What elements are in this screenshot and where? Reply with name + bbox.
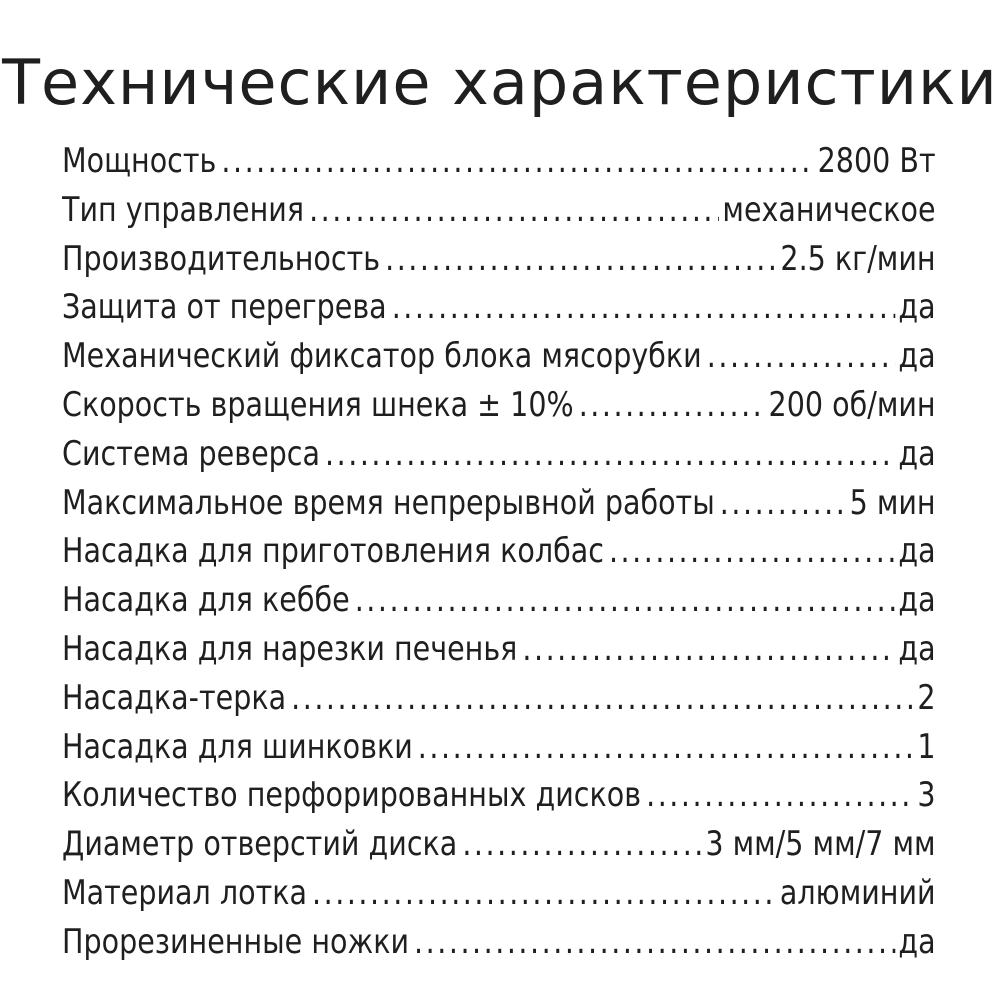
spec-value: 3 мм/5 мм/7 мм <box>705 824 936 865</box>
spec-row <box>62 723 936 772</box>
spec-row <box>62 576 936 625</box>
spec-label: Насадка-терка <box>62 677 287 718</box>
dot-leader <box>414 918 895 967</box>
spec-value: 200 об/мин <box>768 384 936 425</box>
spec-label: Насадка для приготовления колбас <box>62 531 604 572</box>
spec-row <box>62 771 936 820</box>
spec-value: да <box>898 336 936 377</box>
spec-value: да <box>898 531 936 572</box>
dot-leader <box>720 479 846 528</box>
spec-value: да <box>898 287 936 328</box>
spec-label: Прорезиненные ножки <box>62 921 410 962</box>
spec-row <box>62 674 936 723</box>
dot-leader <box>522 625 895 674</box>
dot-leader <box>646 771 914 820</box>
spec-value: да <box>898 921 936 962</box>
spec-value: 2.5 кг/мин <box>780 238 936 279</box>
page-title: Технические характеристики <box>2 46 998 119</box>
dot-leader <box>707 332 895 381</box>
spec-row <box>62 527 936 576</box>
dot-leader <box>609 527 895 576</box>
spec-row <box>62 186 936 235</box>
spec-label: Насадка для нарезки печенья <box>62 628 518 669</box>
dot-leader <box>579 381 765 430</box>
spec-value: 1 <box>917 726 936 767</box>
dot-leader <box>385 235 777 284</box>
spec-value: механическое <box>722 189 936 230</box>
dot-leader <box>355 576 895 625</box>
spec-row <box>62 430 936 479</box>
spec-label: Количество перфорированных дисков <box>62 775 642 816</box>
dot-leader <box>462 820 702 869</box>
dot-leader <box>418 723 914 772</box>
spec-value: да <box>898 628 936 669</box>
spec-row <box>62 625 936 674</box>
spec-row <box>62 869 936 918</box>
spec-label: Насадка для кеббе <box>62 580 350 621</box>
spec-value: алюминий <box>779 872 936 913</box>
spec-label: Производительность <box>62 238 381 279</box>
dot-leader <box>221 137 814 186</box>
spec-label: Насадка для шинковки <box>62 726 413 767</box>
spec-value: да <box>898 580 936 621</box>
spec-label: Защита от перегрева <box>62 287 387 328</box>
dot-leader <box>325 430 895 479</box>
spec-row <box>62 235 936 284</box>
spec-value: 2800 Вт <box>817 141 936 181</box>
spec-label: Скорость вращения шнека ± 10% <box>62 384 574 425</box>
spec-row <box>62 381 936 430</box>
spec-value: 5 мин <box>849 482 936 523</box>
spec-label: Диаметр отверстий диска <box>62 824 458 865</box>
spec-row <box>62 332 936 381</box>
spec-row <box>62 137 936 186</box>
spec-label: Тип управления <box>62 189 305 230</box>
dot-leader <box>291 674 914 723</box>
spec-label: Система реверса <box>62 433 320 474</box>
spec-row <box>62 479 936 528</box>
spec-value: 2 <box>917 677 936 718</box>
dot-leader <box>309 186 719 235</box>
spec-list <box>62 137 936 967</box>
dot-leader <box>312 869 777 918</box>
spec-row <box>62 918 936 967</box>
spec-label: Материал лотка <box>62 872 307 913</box>
spec-label: Механический фиксатор блока мясорубки <box>62 336 702 377</box>
dot-leader <box>392 283 895 332</box>
spec-label: Максимальное время непрерывной работы <box>62 482 715 523</box>
spec-value: 3 <box>917 775 936 816</box>
spec-label: Мощность <box>62 141 217 181</box>
spec-row <box>62 820 936 869</box>
spec-value: да <box>898 433 936 474</box>
spec-row <box>62 283 936 332</box>
